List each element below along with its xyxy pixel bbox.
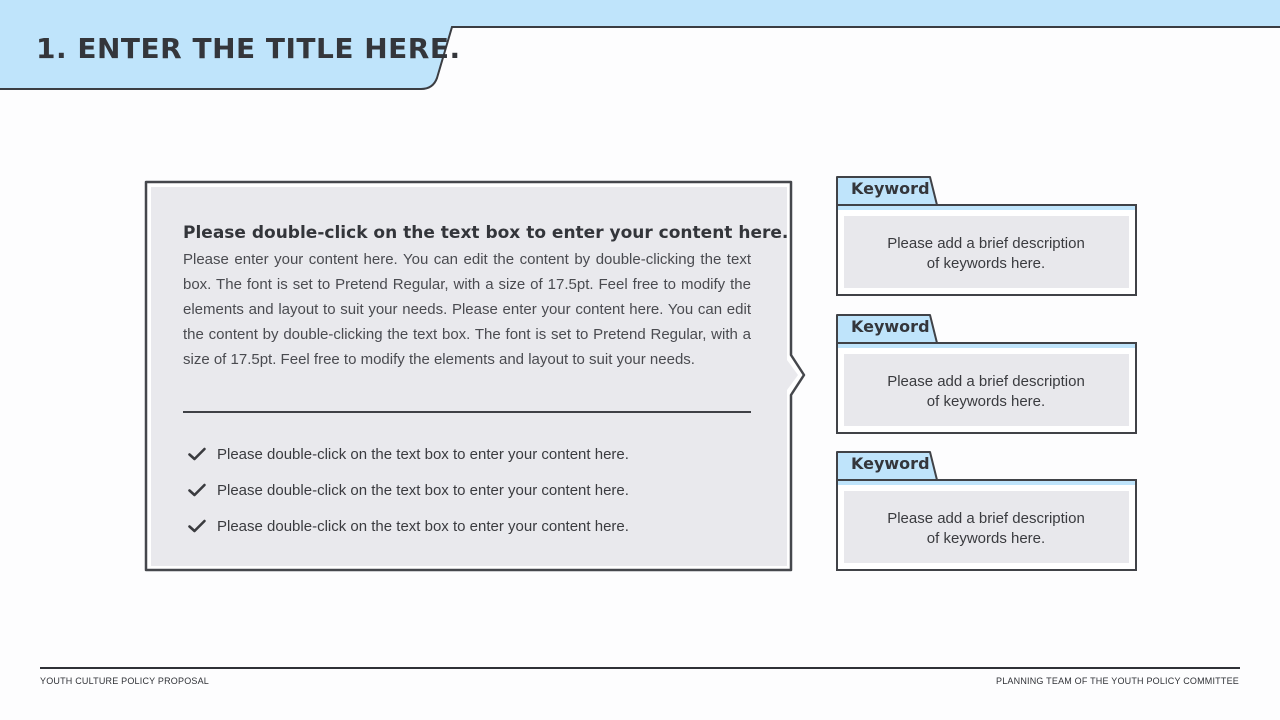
footer-divider [40,667,1240,669]
content-heading[interactable]: Please double-click on the text box to enter your content here. [183,223,789,243]
checklist-item[interactable] [187,472,629,508]
content-divider [183,411,751,413]
checklist-item[interactable] [187,436,629,472]
checklist-item-text: Please double-click on the text box to enter your content here. [217,481,629,499]
check-icon [187,480,207,500]
footer-left-text: YOUTH CULTURE POLICY PROPOSAL [40,676,210,686]
keyword-description[interactable]: Please add a brief description of keywords here. [887,510,1085,547]
checklist [187,436,629,544]
keyword-description[interactable]: Please add a brief description of keywords here. [887,373,1085,410]
keyword-description[interactable]: Please add a brief description of keywords here. [887,235,1085,272]
footer-right-text: PLANNING TEAM OF THE YOUTH POLICY COMMITTEE [996,676,1239,686]
keyword-label: Keyword [851,179,930,198]
content-body[interactable]: Please enter your content here. You can edit the content by double-clicking the text box. The font is set to Pretend Regular, with a size of 17.5pt. Feel free to modify the elements and layout to suit your needs. Please enter your content here. You can edit the content by double-clicking the text box. The font is set to Pretend Regular, with a size of 17.5pt. Feel free to modify the elements and layout to suit your needs. [183,251,751,368]
keyword-card[interactable] [832,172,1142,302]
keyword-card[interactable] [832,310,1142,440]
checklist-item-text: Please double-click on the text box to enter your content here. [217,445,629,463]
page-title: 1. ENTER THE TITLE HERE. [36,32,461,65]
check-icon [187,444,207,464]
content-text-block [183,219,789,372]
keyword-label: Keyword [851,317,930,336]
checklist-item-text: Please double-click on the text box to enter your content here. [217,517,629,535]
keyword-card[interactable] [832,447,1142,577]
checklist-item[interactable] [187,508,629,544]
keyword-label: Keyword [851,454,930,473]
check-icon [187,516,207,536]
